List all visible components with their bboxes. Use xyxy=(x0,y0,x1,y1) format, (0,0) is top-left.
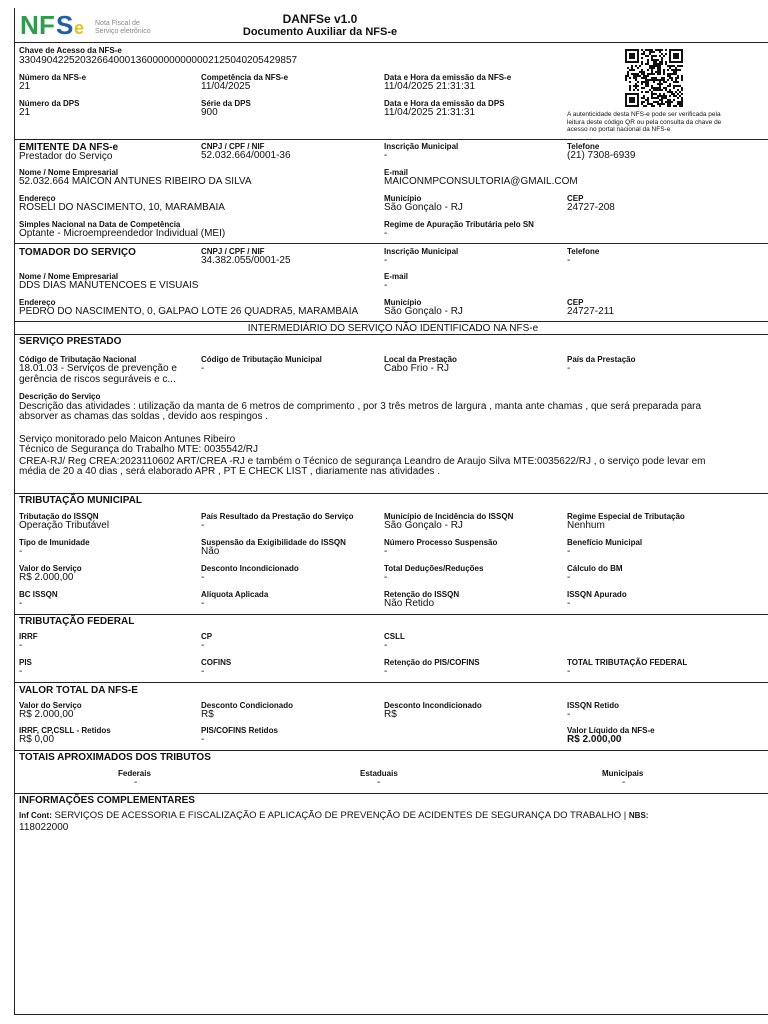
complementary-section-title: INFORMAÇÕES COMPLEMENTARES xyxy=(19,795,195,806)
emitter-address-label: Endereço xyxy=(19,194,56,203)
service-description-line-5: CREA-RJ/ Reg CREA:2023110602 ART/CREA -RJ e também o Técnico de segurança Leandro de Araujo Silva MTE:0035622/RJ , o serviço pode levar em xyxy=(19,456,706,467)
nfse-number-label: Número da NFS-e xyxy=(19,73,87,82)
taker-cnpj-value: 34.382.055/0001-25 xyxy=(201,255,291,266)
field-value: São Gonçalo - RJ xyxy=(384,520,463,531)
field-value: - xyxy=(567,572,571,583)
municipal-code-value: - xyxy=(201,363,205,374)
intermediary-divider xyxy=(14,334,768,335)
service-place-label: Local da Prestação xyxy=(384,355,457,364)
emitter-section-title: EMITENTE DA NFS-e xyxy=(19,142,119,153)
taker-phone-label: Telefone xyxy=(567,247,600,256)
left-border xyxy=(14,8,15,1014)
emitter-cnpj-label: CNPJ / CPF / NIF xyxy=(201,142,265,151)
service-description-line-4: Técnico de Segurança do Trabalho MTE: 0035542/RJ xyxy=(19,444,259,455)
dps-series-value: 900 xyxy=(201,107,218,118)
approx-state-value: - xyxy=(377,777,381,788)
header-divider xyxy=(14,42,768,43)
field-value: - xyxy=(201,572,205,583)
field-label: Valor do Serviço xyxy=(19,701,82,710)
emitter-cep-label: CEP xyxy=(567,194,584,203)
field-value: - xyxy=(384,640,388,651)
taker-im-label: Inscrição Municipal xyxy=(384,247,459,256)
emitter-sn-value: Optante - Microempreendedor Individual (MEI) xyxy=(19,228,226,239)
dps-number-value: 21 xyxy=(19,107,31,118)
service-divider xyxy=(14,493,768,494)
emitter-name-value: 52.032.664 MAICON ANTUNES RIBEIRO DA SILVA xyxy=(19,176,252,187)
svg-text:e: e xyxy=(74,18,85,38)
access-key-value: 33049042252032664000136000000000002125040205429857 xyxy=(19,55,298,66)
field-value: - xyxy=(384,546,388,557)
dps-emission-value: 11/04/2025 21:31:31 xyxy=(384,107,476,118)
emitter-role: Prestador do Serviço xyxy=(19,151,113,162)
taker-divider xyxy=(14,321,768,322)
document-title-block xyxy=(240,13,400,38)
national-code-line-2: gerência de riscos seguráveis e c... xyxy=(19,374,176,385)
emitter-city-label: Município xyxy=(384,194,422,203)
field-value: - xyxy=(201,640,205,651)
service-section-title: SERVIÇO PRESTADO xyxy=(19,336,122,347)
field-value: Nenhum xyxy=(567,520,605,531)
bottom-border xyxy=(14,1014,768,1015)
field-label: Total Deduções/Reduções xyxy=(384,564,484,573)
taker-im-value: - xyxy=(384,255,388,266)
field-label: Retenção do ISSQN xyxy=(384,590,460,599)
service-description-line-6: média de 20 a 40 dias , será elaborado APR , PT E CHECK LIST , diariamente nas atividades . xyxy=(19,466,440,477)
field-value: - xyxy=(201,598,205,609)
emitter-divider xyxy=(14,243,768,244)
field-value: R$ 2.000,00 xyxy=(567,734,622,745)
taker-cep-label: CEP xyxy=(567,298,584,307)
service-description-line-2: absorver as chamas das soldas , devido aos respingos . xyxy=(19,411,269,422)
service-description-line-1: Descrição das atividades : utilização da manta de 6 metros de comprimento , por 3 três metros de largura , manta ante chamas , que será preparada para xyxy=(19,401,702,412)
dps-emission-label: Data e Hora da emissão da DPS xyxy=(384,99,505,108)
field-label: PIS/COFINS Retidos xyxy=(201,726,278,735)
field-value: Não xyxy=(201,546,220,557)
total-divider xyxy=(14,750,768,751)
emitter-phone-value: (21) 7308-6939 xyxy=(567,150,636,161)
field-label: ISSQN Retido xyxy=(567,701,620,710)
approx-federal-value: - xyxy=(134,777,138,788)
approx-municipal-label: Municipais xyxy=(602,769,644,778)
municipal-tax-section-title: TRIBUTAÇÃO MUNICIPAL xyxy=(19,495,142,506)
nbs-label: NBS: xyxy=(628,811,649,820)
intermediary-notice: INTERMEDIÁRIO DO SERVIÇO NÃO IDENTIFICADO NA NFS-e xyxy=(247,323,539,334)
qr-authenticity-note: A autenticidade desta NFS-e pode ser verificada pela leitura deste código QR ou pela consulta da chave de acesso no portal nacional da NFS-e xyxy=(567,111,722,133)
emitter-city-value: São Gonçalo - RJ xyxy=(384,202,463,213)
approx-municipal-value: - xyxy=(622,777,626,788)
approx-state-label: Estaduais xyxy=(360,769,398,778)
field-value: - xyxy=(567,666,571,677)
service-description-line-3: Serviço monitorado pelo Maicon Antunes Ribeiro xyxy=(19,434,236,445)
emitter-cnpj-value: 52.032.664/0001-36 xyxy=(201,150,291,161)
field-value: Operação Tributável xyxy=(19,520,110,531)
field-value: Não Retido xyxy=(384,598,435,609)
emission-value: 11/04/2025 21:31:31 xyxy=(384,81,476,92)
emitter-email-label: E-mail xyxy=(384,168,409,177)
field-value: - xyxy=(19,640,23,651)
field-value: - xyxy=(201,734,205,745)
emitter-phone-label: Telefone xyxy=(567,142,600,151)
emitter-name-label: Nome / Nome Empresarial xyxy=(19,168,119,177)
svg-text:F: F xyxy=(39,10,55,40)
nfse-number-value: 21 xyxy=(19,81,31,92)
approx-divider xyxy=(14,793,768,794)
taker-name-label: Nome / Nome Empresarial xyxy=(19,272,119,281)
taker-city-label: Município xyxy=(384,298,422,307)
field-label: Benefício Municipal xyxy=(567,538,643,547)
service-country-value: - xyxy=(567,363,571,374)
dps-series-label: Série da DPS xyxy=(201,99,251,108)
dps-number-label: Número da DPS xyxy=(19,99,80,108)
field-label: Suspensão da Exigibilidade do ISSQN xyxy=(201,538,346,547)
emitter-regime-label: Regime de Apuração Tributária pelo SN xyxy=(384,220,534,229)
emitter-im-value: - xyxy=(384,150,388,161)
national-code-label: Código de Tributação Nacional xyxy=(19,355,137,364)
field-value: - xyxy=(19,598,23,609)
document-title: DANFSe v1.0 xyxy=(282,12,358,26)
field-value: - xyxy=(19,666,23,677)
service-description-label: Descrição do Serviço xyxy=(19,392,101,401)
complementary-info xyxy=(19,811,648,821)
inf-cont-text: SERVIÇOS DE ACESSORIA E FISCALIZAÇÃO E APLICAÇÃO DE PREVENÇÃO DE ACIDENTES DE SEGURANÇA DO TRABALHO | xyxy=(54,810,627,821)
id-divider xyxy=(14,139,768,140)
field-label: Cálculo do BM xyxy=(567,564,623,573)
field-value: R$ xyxy=(384,709,397,720)
field-value: - xyxy=(384,666,388,677)
field-label: BC ISSQN xyxy=(19,590,58,599)
field-label: CP xyxy=(201,632,213,641)
field-value: - xyxy=(19,546,23,557)
federal-divider xyxy=(14,682,768,683)
taker-address-label: Endereço xyxy=(19,298,56,307)
field-value: - xyxy=(384,572,388,583)
field-label: Desconto Condicionado xyxy=(201,701,293,710)
emitter-email-value: MAICONMPCONSULTORIA@GMAIL.COM xyxy=(384,176,578,187)
nfse-logo xyxy=(20,10,96,40)
federal-tax-section-title: TRIBUTAÇÃO FEDERAL xyxy=(19,616,135,627)
field-value: - xyxy=(567,709,571,720)
field-label: IRRF, CP,CSLL - Retidos xyxy=(19,726,111,735)
taker-section-title: TOMADOR DO SERVIÇO xyxy=(19,247,136,258)
field-value: R$ 0,00 xyxy=(19,734,55,745)
field-value: - xyxy=(201,520,205,531)
competence-value: 11/04/2025 xyxy=(201,81,251,92)
service-country-label: País da Prestação xyxy=(567,355,636,364)
taker-cnpj-label: CNPJ / CPF / NIF xyxy=(201,247,265,256)
logo-subtitle-line-1: Nota Fiscal de xyxy=(95,20,140,27)
field-label: Regime Especial de Tributação xyxy=(567,512,685,521)
emitter-regime-value: - xyxy=(384,228,388,239)
field-label: Valor Líquido da NFS-e xyxy=(567,726,655,735)
qr-code-icon[interactable] xyxy=(625,49,683,107)
field-label: COFINS xyxy=(201,658,232,667)
svg-text:S: S xyxy=(56,10,74,40)
field-label: TOTAL TRIBUTAÇÃO FEDERAL xyxy=(567,658,688,667)
taker-cep-value: 24727-211 xyxy=(567,306,615,317)
field-label: País Resultado da Prestação do Serviço xyxy=(201,512,354,521)
field-label: IRRF xyxy=(19,632,38,641)
taker-name-value: DDS DIAS MANUTENCOES E VISUAIS xyxy=(19,280,199,291)
emission-label: Data e Hora da emissão da NFS-e xyxy=(384,73,512,82)
service-place-value: Cabo Frio - RJ xyxy=(384,363,450,374)
document-subtitle: Documento Auxiliar da NFS-e xyxy=(242,26,398,38)
approx-taxes-section-title: TOTAIS APROXIMADOS DOS TRIBUTOS xyxy=(19,752,211,763)
municipal-divider xyxy=(14,614,768,615)
field-value: - xyxy=(201,666,205,677)
taker-address-value: PEDRO DO NASCIMENTO, 0, GALPAO LOTE 26 QUADRA5, MARAMBAIA xyxy=(19,306,359,317)
taker-email-label: E-mail xyxy=(384,272,409,281)
emitter-sn-label: Simples Nacional na Data de Competência xyxy=(19,220,181,229)
field-label: Desconto Incondicionado xyxy=(201,564,299,573)
field-label: Desconto Incondicionado xyxy=(384,701,482,710)
field-label: Retenção do PIS/COFINS xyxy=(384,658,480,667)
field-value: - xyxy=(567,546,571,557)
inf-cont-label: Inf Cont: xyxy=(19,811,52,820)
logo-subtitle-line-2: Serviço eletrônico xyxy=(95,28,151,35)
field-value: - xyxy=(567,598,571,609)
emitter-im-label: Inscrição Municipal xyxy=(384,142,459,151)
field-label: Tipo de Imunidade xyxy=(19,538,90,547)
field-label: CSLL xyxy=(384,632,405,641)
nfse-logo-icon xyxy=(20,10,96,40)
national-code-line-1: 18.01.03 - Serviços de prevenção e xyxy=(19,363,177,374)
field-label: Número Processo Suspensão xyxy=(384,538,498,547)
taker-city-value: São Gonçalo - RJ xyxy=(384,306,463,317)
access-key-label: Chave de Acesso da NFS-e xyxy=(19,46,122,55)
field-value: R$ 2.000,00 xyxy=(19,709,74,720)
total-section-title: VALOR TOTAL DA NFS-E xyxy=(19,685,138,696)
competence-label: Competência da NFS-e xyxy=(201,73,289,82)
logo-subtitle xyxy=(95,20,151,36)
field-label: Valor do Serviço xyxy=(19,564,82,573)
nbs-value: 118022000 xyxy=(19,822,69,833)
taker-email-value: - xyxy=(384,280,388,291)
field-label: ISSQN Apurado xyxy=(567,590,627,599)
taker-phone-value: - xyxy=(567,255,571,266)
field-value: R$ 2.000,00 xyxy=(19,572,74,583)
field-value: R$ xyxy=(201,709,214,720)
field-label: PIS xyxy=(19,658,32,667)
emitter-address-value: ROSELI DO NASCIMENTO, 10, MARAMBAIA xyxy=(19,202,225,213)
field-label: Município de Incidência do ISSQN xyxy=(384,512,514,521)
emitter-cep-value: 24727-208 xyxy=(567,202,615,213)
municipal-code-label: Código de Tributação Municipal xyxy=(201,355,322,364)
field-label: Alíquota Aplicada xyxy=(201,590,269,599)
svg-text:N: N xyxy=(20,10,39,40)
field-label: Tributação do ISSQN xyxy=(19,512,99,521)
approx-federal-label: Federais xyxy=(118,769,151,778)
